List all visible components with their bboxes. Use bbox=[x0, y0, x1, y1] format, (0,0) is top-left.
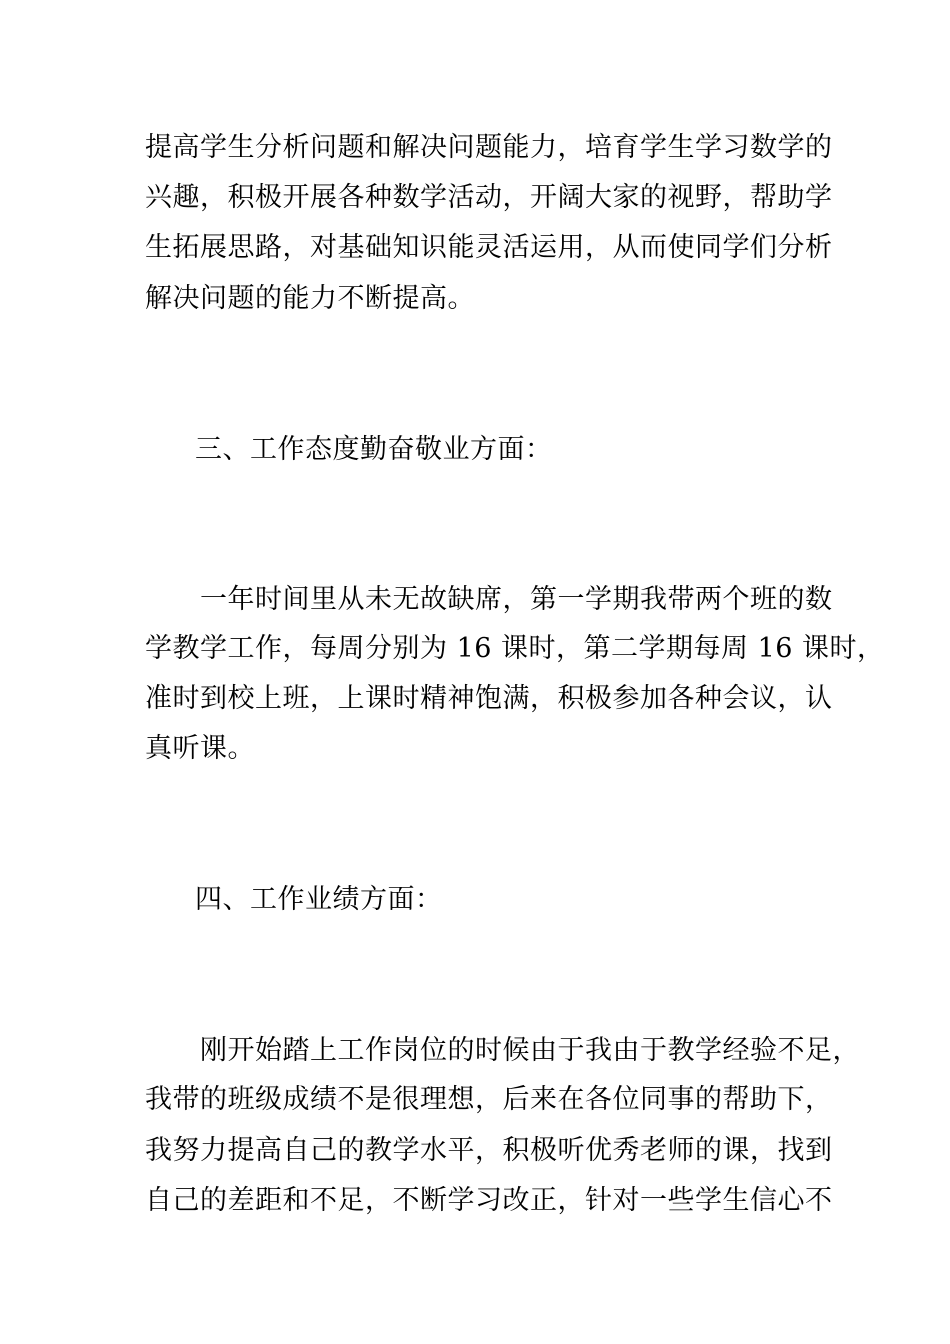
paragraph-2-line-3: 准时到校上班，上课时精神饱满，积极参加各种会议，认 bbox=[145, 683, 833, 714]
paragraph-3-line-3: 我努力提高自己的教学水平，积极听优秀老师的课，找到 bbox=[145, 1135, 833, 1166]
paragraph-1-line-4: 解决问题的能力不断提高。 bbox=[145, 283, 475, 314]
paragraph-2-line-4: 真听课。 bbox=[145, 733, 255, 764]
paragraph-2-line-1: 一年时间里从未无故缺席，第一学期我带两个班的数 bbox=[200, 584, 833, 615]
paragraph-1-line-2: 兴趣，积极开展各种数学活动，开阔大家的视野，帮助学 bbox=[145, 182, 833, 213]
section-heading-3: 三、工作态度勤奋敬业方面： bbox=[195, 434, 553, 465]
paragraph-1-line-3: 生拓展思路，对基础知识能灵活运用，从而使同学们分析 bbox=[145, 232, 833, 263]
paragraph-1-line-1: 提高学生分析问题和解决问题能力，培育学生学习数学的 bbox=[145, 132, 833, 163]
section-heading-4: 四、工作业绩方面： bbox=[195, 884, 443, 915]
paragraph-2-line-2: 学教学工作，每周分别为 16 课时，第二学期每周 16 课时， bbox=[145, 633, 885, 664]
paragraph-3-line-2: 我带的班级成绩不是很理想，后来在各位同事的帮助下， bbox=[145, 1084, 833, 1115]
paragraph-3-line-1: 刚开始踏上工作岗位的时候由于我由于教学经验不足， bbox=[200, 1035, 860, 1066]
paragraph-3-line-4: 自己的差距和不足，不断学习改正，针对一些学生信心不 bbox=[145, 1185, 833, 1216]
